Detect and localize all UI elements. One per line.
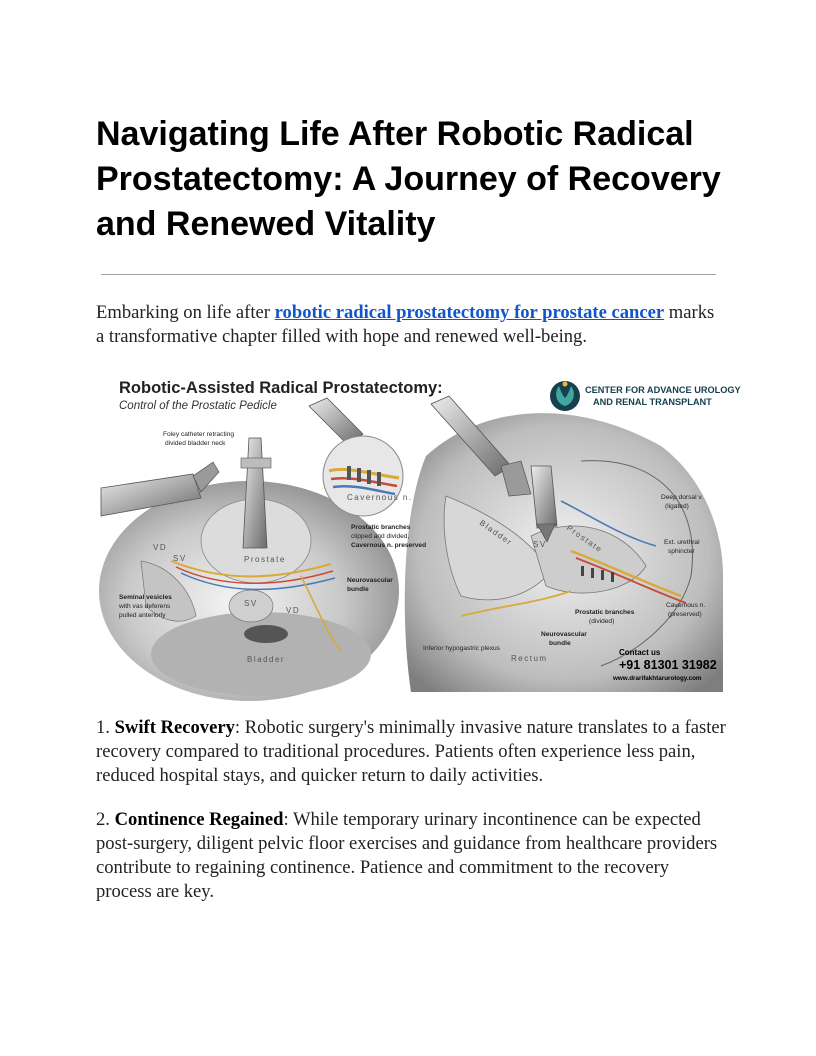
clinic-name-line1: CENTER FOR ADVANCE UROLOGY [585, 385, 741, 395]
label-deep-dorsal-line2: (ligated) [665, 503, 689, 510]
contact-label: Contact us [619, 648, 661, 657]
point-number: 2. [96, 809, 115, 830]
label-nvb-right-line1: Neurovascular [541, 631, 587, 638]
point-text: : While temporary urinary incontinence can be expected post-surgery, diligent pelvic floor exercises and guidance from healthcare providers contribute to regaining continence. Patience and commitment to the recovery process are key. [96, 809, 718, 902]
intro-text-after: marks a transformative chapter filled with hope and renewed well-being. [96, 302, 715, 347]
illustration-svg [101, 366, 741, 692]
organ-prostate-label: Prostate [244, 555, 286, 564]
organ-vd-label: VD [153, 543, 168, 552]
organ-bladder-right-label: Bladder [477, 518, 515, 548]
point-heading: Continence Regained [114, 809, 284, 830]
organ-bladder-label: Bladder [247, 655, 286, 664]
clinic-logo-icon [550, 381, 580, 411]
label-seminal-line2: with vas deferens [119, 603, 171, 610]
organ-sv-left-label: SV [173, 554, 187, 563]
label-deep-dorsal-line1: Deep dorsal v. [661, 494, 704, 501]
organ-sv-label: SV [244, 599, 258, 608]
point-text: : Robotic surgery's minimally invasive nature translates to a faster recovery compared to traditional procedures. Patients often experience less pain, reduced hospital stays, and quicker return to daily activities. [96, 717, 726, 786]
label-cavernous-right-line1: Cavernous n. [666, 602, 706, 609]
clinic-name-line2: AND RENAL TRANSPLANT [593, 397, 712, 407]
label-pb-divided-line1: Prostatic branches [575, 609, 635, 616]
figure-title: Robotic-Assisted Radical Prostatectomy: [119, 379, 443, 397]
organ-sv-right-label: SV [533, 540, 547, 549]
label-ext-urethral-line2: sphincter [668, 548, 695, 555]
organ-vd-right-label: VD [286, 606, 301, 615]
organ-prostate-right-label: Prostate [564, 523, 605, 555]
intro-paragraph [96, 301, 726, 349]
label-cavernous-right-line2: (preserved) [668, 611, 702, 618]
surgery-illustration [101, 366, 741, 692]
label-prostatic-branches-line2: clipped and divided, [351, 533, 410, 540]
point-swift-recovery [96, 716, 726, 788]
horizontal-rule [101, 274, 716, 275]
label-prostatic-branches-line3: Cavernous n. preserved [351, 542, 427, 549]
label-foley-line1: Foley catheter retracting [163, 431, 235, 438]
clinic-website: www.drarifakhtarurology.com [613, 675, 702, 682]
prostatectomy-link[interactable]: robotic radical prostatectomy for prostate cancer [274, 302, 665, 323]
label-seminal-line1: Seminal vesicles [119, 594, 172, 601]
intro-text-before: Embarking on life after [96, 302, 275, 323]
label-nvb-right-line2: bundle [549, 640, 571, 647]
point-number: 1. [96, 717, 115, 738]
figure-subtitle: Control of the Prostatic Pedicle [119, 400, 277, 412]
point-heading: Swift Recovery [114, 717, 235, 738]
label-nvb-left-line1: Neurovascular [347, 577, 393, 584]
point-continence-regained [96, 808, 726, 904]
label-ext-urethral-line1: Ext. urethral [664, 539, 700, 546]
label-inferior-hypogastric: Inferior hypogastric plexus [423, 645, 500, 652]
cavernous-inset-label: Cavernous n. [347, 493, 413, 502]
label-seminal-line3: pulled anteriorly [119, 612, 166, 619]
article-title: Navigating Life After Robotic Radical Prostatectomy: A Journey of Recovery and Renewed Vitality [96, 115, 721, 243]
label-prostatic-branches-line1: Prostatic branches [351, 524, 411, 531]
organ-rectum-label: Rectum [511, 654, 548, 663]
contact-phone: +91 81301 31982 [619, 658, 717, 672]
label-pb-divided-line2: (divided) [589, 618, 615, 625]
label-foley-line2: divided bladder neck [165, 440, 226, 447]
label-nvb-left-line2: bundle [347, 586, 369, 593]
